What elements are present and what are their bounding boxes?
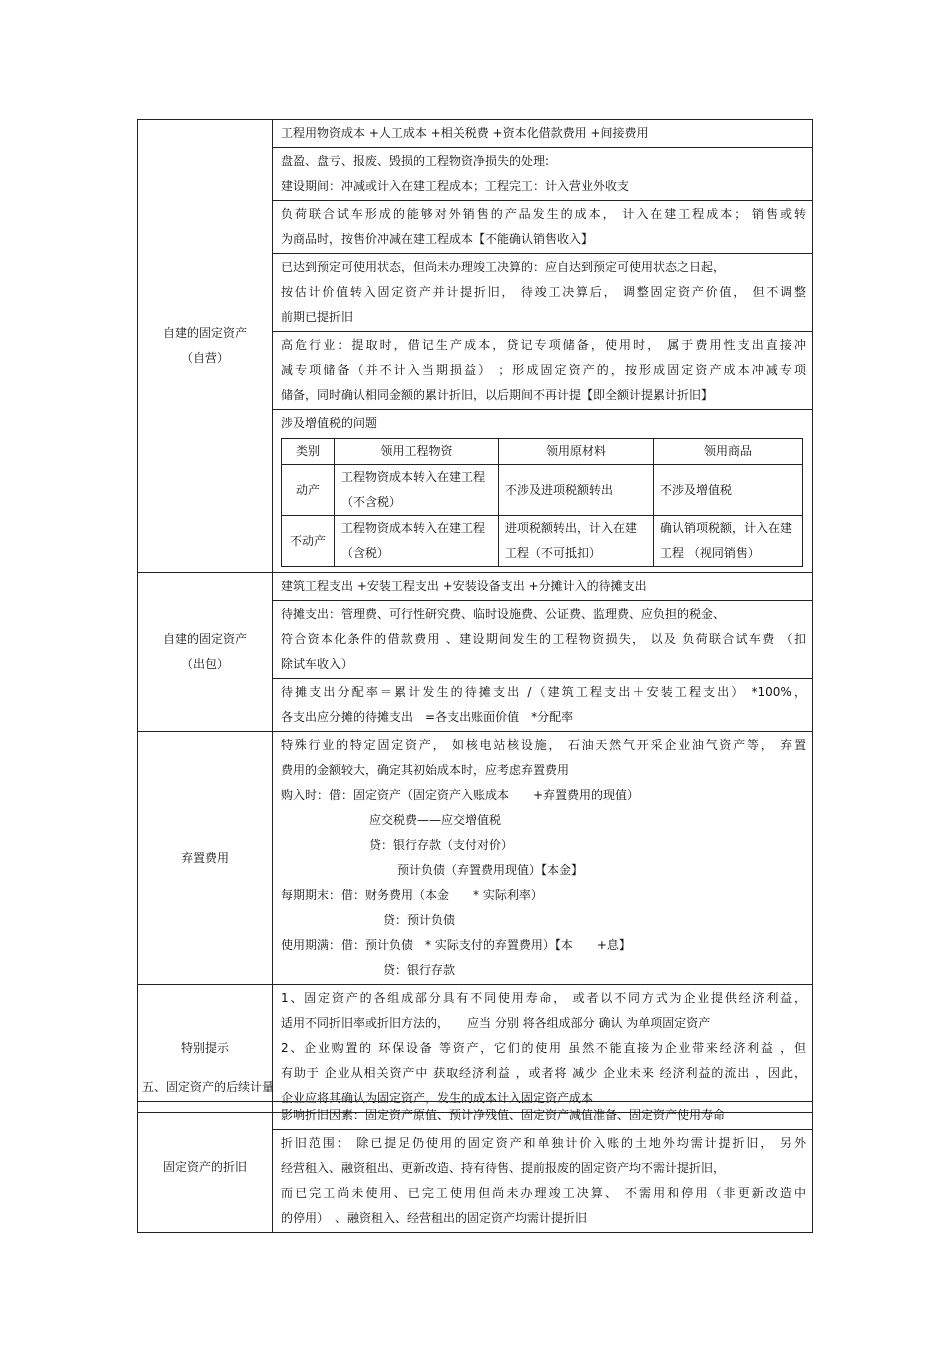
self-build-trial: 负荷联合试车形成的能够对外销售的产品发生的成本， 计入在建工程成本； 销售或转 为商品时，按售价冲减在建工程成本【不能确认销售收入】: [273, 201, 812, 254]
label-notice: 特别提示: [138, 985, 273, 1113]
self-build-hazard: 高危行业：提取时，借记生产成本，贷记专项储备，使用时， 属于费用性支出直接冲 减专项储备（并不计入当期损益） ；形成固定资产的，按形成固定资产成本冲减专项 储备，同时确认相同金额的累计折旧，以后期间不再计提【即全额计提累计折旧】: [273, 332, 812, 410]
label-contract: 自建的固定资产 （出包）: [138, 573, 273, 732]
vat-table: [281, 438, 803, 567]
depreciation-table: [137, 1101, 813, 1233]
row-self-build: [138, 120, 813, 573]
row-disposal: [138, 732, 813, 985]
disposal-content: 特殊行业的特定固定资产， 如核电站核设施， 石油天然气开采企业油气资产等， 弃置 费用的金额较大，确定其初始成本时，应考虑弃置费用 购入时：借：固定资产（固定资产入账成本 +弃置费用的现值） 应交税费——应交增值税 贷：银行存款（支付对价） 预计负债（弃置费用现值）【本金】 每期期末：借：财务费用（本金 * 实际利率） 贷：预计负债 使用期满：借：预计负债 * 实际支付的弃置费用）【本 +息】 贷：银行存款: [281, 738, 806, 977]
label-depreciation: 固定资产的折旧: [138, 1102, 273, 1233]
row-depreciation: [138, 1102, 813, 1233]
section-title: 五、固定资产的后续计量: [142, 1080, 275, 1094]
contract-pending: 待摊支出：管理费、可行性研究费、临时设施费、公证费、监理费、应负担的税金、 符合资本化条件的借款费用 、建设期间发生的工程物资损失， 以及 负荷联合试车费 （扣 除试车收入）: [273, 601, 812, 679]
fixed-asset-table: [137, 119, 813, 1113]
notice-content: 1、固定资产的各组成部分具有不同使用寿命， 或者以不同方式为企业提供经济利益， 适用不同折旧率或折旧方法的， 应当 分别 将各组成部分 确认 为单项固定资产 2、企业购置的 环保设备 等资产，它们的使用 虽然不能直接为企业带来经济利益 ，但 有助于 企业从相关资产中 获取经济利益 ，或者将 减少 企业未来 经济利益的流出 ，因此， 企业应将其确认为固定资产，发生的成本计入固定资产成本: [281, 991, 806, 1105]
depreciation-scope: 折旧范围： 除已提足仍使用的固定资产和单独计价入账的土地外均需计提折旧， 另外 经营租入、融资租出、更新改造、持有待售、提前报废的固定资产均不需计提折旧， 而已完工尚未使用、已完工使用但尚未办理竣工决算、 不需用和停用（非更新改造中 的停用） 、融资租入、经营租出的固定资产均需计提折旧: [281, 1136, 806, 1225]
label-self-build: 自建的固定资产 （自营）: [138, 120, 273, 573]
self-build-ready: 已达到预定可使用状态，但尚未办理竣工决算的：应自达到预定可使用状态之日起， 按估计价值转入固定资产并计提折旧， 待竣工决算后， 调整固定资产价值， 但不调整 前期已提折旧: [273, 254, 812, 332]
row-contract: [138, 573, 813, 732]
contract-alloc: 待摊支出分配率＝累计发生的待摊支出 /（建筑工程支出＋安装工程支出） *100%， 各支出应分摊的待摊支出 =各支出账面价值 *分配率: [281, 685, 806, 724]
vat-row-immovable: 不动产 工程物资成本转入在建工程（含税） 进项税额转出，计入在建工程（不可抵扣） 确认销项税额，计入在建工程 （视同销售）: [282, 516, 803, 567]
depreciation-factors: 影响折旧因素：固定资产原值、预计净残值、固定资产减值准备、固定资产使用寿命: [273, 1102, 812, 1130]
label-disposal: 弃置费用: [138, 732, 273, 985]
self-build-vat: 涉及增值税的问题 类别 领用工程物资 领用原材料 领用商品 动产 工程物资成本转入在建工程（不含税） 不涉及进项税额转出 不涉及增值税 不动产 工程物资成本转入在建工程（含税） 进项税额转出，计入在建工程（不可抵扣） 确认销项税额，计入在建工程 （视同销售）: [273, 410, 812, 572]
self-build-loss: 盘盈、盘亏、报废、毁损的工程物资净损失的处理: 建设期间：冲减或计入在建工程成本；工程完工：计入营业外收支: [273, 148, 812, 201]
vat-row-movable: 动产 工程物资成本转入在建工程（不含税） 不涉及进项税额转出 不涉及增值税: [282, 465, 803, 516]
contract-cost: 建筑工程支出 +安装工程支出 +安装设备支出 +分摊计入的待摊支出: [273, 573, 812, 601]
vat-header-row: 类别 领用工程物资 领用原材料 领用商品: [282, 439, 803, 465]
self-build-cost: 工程用物资成本 +人工成本 +相关税费 +资本化借款费用 +间接费用: [273, 120, 812, 148]
